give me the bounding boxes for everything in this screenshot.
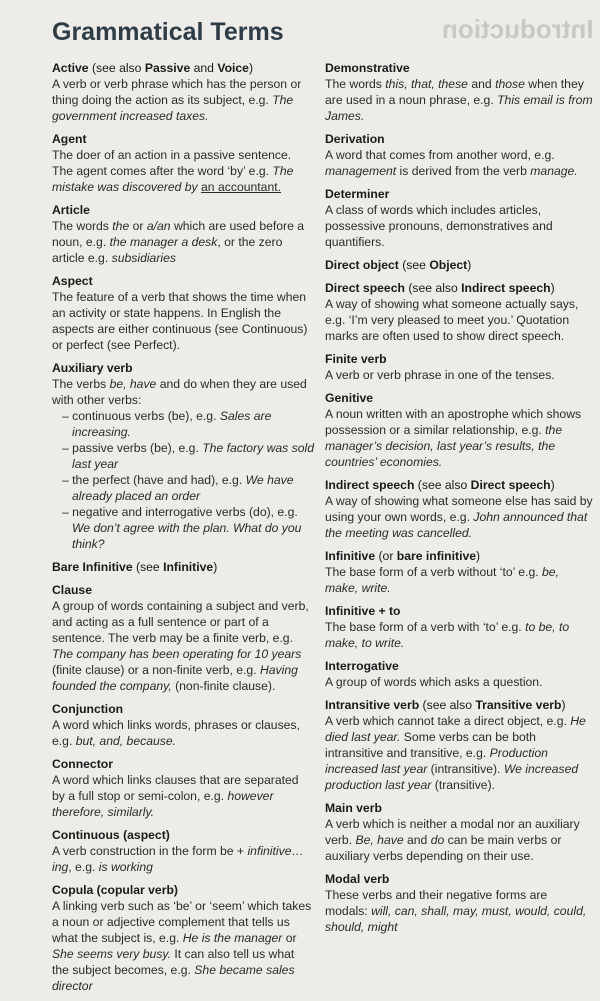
text-run: – negative and interrogative verbs (do), e.g. xyxy=(62,505,298,519)
term-heading xyxy=(52,827,314,843)
term-heading xyxy=(325,131,593,147)
text-run: (intransitive). xyxy=(427,762,504,776)
text-run: A way of showing what someone actually says, e.g. ‘I’m very pleased to meet you.’ Quotation marks are often used to show direct speech. xyxy=(325,297,579,343)
italic-run: manage. xyxy=(530,164,578,178)
term-name: Direct speech xyxy=(325,281,405,295)
text-run: It can also tell us what the subject becomes, e.g. xyxy=(52,947,295,977)
italic-run: a desk xyxy=(181,235,218,249)
italic-run: but, and, because. xyxy=(75,734,177,748)
usage-list xyxy=(52,408,314,552)
term-heading xyxy=(52,882,314,898)
term-definition xyxy=(52,898,314,994)
text-run: Some verbs can be both intransitive and transitive, e.g. xyxy=(325,730,536,760)
term-heading xyxy=(52,701,314,717)
cross-reference-text: (see also xyxy=(88,61,145,75)
italic-run: We have already placed an order xyxy=(72,473,294,503)
glossary-entry xyxy=(325,800,593,864)
glossary-entry xyxy=(52,701,314,749)
glossary-entry xyxy=(52,756,314,820)
italic-run: John announced that the meeting was cancelled. xyxy=(325,510,588,540)
italic-run: a/an xyxy=(146,219,171,233)
glossary-entry xyxy=(52,827,314,875)
text-run: A verb or verb phrase which has the person or thing doing the action as its subject, e.g. xyxy=(52,77,302,107)
italic-run: The government increased taxes. xyxy=(52,93,294,123)
show-through-heading: Introduction xyxy=(442,14,594,44)
text-run: or xyxy=(282,931,297,945)
term-name: Determiner xyxy=(325,187,390,201)
glossary-entry xyxy=(52,131,314,195)
glossary-entry xyxy=(52,360,314,552)
usage-item xyxy=(62,408,314,440)
glossary-entry xyxy=(52,582,314,694)
italic-run: We don’t agree with the plan. What do you think? xyxy=(72,521,302,551)
term-name: Modal verb xyxy=(325,872,390,886)
italic-run: this, that, these xyxy=(385,77,468,91)
cross-reference-text: (or xyxy=(375,549,397,563)
italic-run: the manager’s decision, last year’s results, the countries’ economies. xyxy=(325,423,563,469)
cross-reference-text: (see xyxy=(132,560,164,574)
term-heading xyxy=(325,603,593,619)
term-definition xyxy=(52,289,314,353)
glossary-entry xyxy=(52,559,314,575)
usage-item xyxy=(62,440,314,472)
usage-item xyxy=(62,472,314,504)
glossary-entry xyxy=(325,603,593,651)
term-definition xyxy=(52,76,314,124)
text-run: can be main verbs or auxiliary verbs depending on their use. xyxy=(325,833,562,863)
term-heading xyxy=(52,756,314,772)
term-name: Article xyxy=(52,203,90,217)
italic-run: Having founded the company, xyxy=(52,663,298,693)
term-definition xyxy=(325,493,593,541)
cross-reference-term: Passive xyxy=(144,61,191,75)
term-name: Continuous (aspect) xyxy=(52,828,170,842)
term-definition xyxy=(325,816,593,864)
text-run: The doer of an action in a passive sentence. The agent comes after the word ‘by’ e.g. xyxy=(52,148,292,178)
text-run: The words xyxy=(325,77,386,91)
cross-reference-text: ) xyxy=(467,258,472,272)
term-definition xyxy=(325,406,593,470)
italic-run: Sales are increasing. xyxy=(72,409,272,439)
term-heading xyxy=(325,697,593,713)
term-heading xyxy=(325,186,593,202)
text-run: (transitive). xyxy=(431,778,496,792)
term-name: Finite verb xyxy=(325,352,387,366)
text-run: which are used before a noun, e.g. xyxy=(52,219,305,249)
glossary-entry xyxy=(325,186,593,250)
text-run: A linking verb such as ‘be’ or ‘seem’ which takes a noun or adjective complement that tells us what the subject is, e.g. xyxy=(52,899,312,945)
term-definition xyxy=(52,843,314,875)
term-heading xyxy=(52,202,314,218)
cross-reference-term: Direct speech xyxy=(470,478,551,492)
glossary-entry xyxy=(325,60,593,124)
italic-run: management xyxy=(325,164,397,178)
glossary-entry xyxy=(325,390,593,470)
usage-item xyxy=(62,504,314,552)
text-run: and xyxy=(467,77,496,91)
text-run: These verbs and their negative forms are modals: xyxy=(325,888,548,918)
text-run: A group of words containing a subject and verb, and acting as a full sentence or part of a sentence. The verb may be a finite verb, e.g. xyxy=(52,599,309,645)
text-run: A word which links words, phrases or clauses, e.g. xyxy=(52,718,300,748)
cross-reference-text: ) xyxy=(561,698,566,712)
italic-run: We increased production last year xyxy=(325,762,579,792)
text-run: A verb construction in the form be + xyxy=(52,844,248,858)
glossary-entry xyxy=(52,273,314,353)
italic-run: The company has been operating for 10 years xyxy=(52,647,302,661)
glossary-entry xyxy=(325,351,593,383)
cross-reference-text: (see xyxy=(398,258,430,272)
italic-run: be, make, write. xyxy=(325,565,559,595)
glossary-entry xyxy=(52,202,314,266)
term-heading xyxy=(325,280,593,296)
term-name: Aspect xyxy=(52,274,93,288)
term-name: Main verb xyxy=(325,801,382,815)
italic-run: will, can, shall, may, must, would, could, should, might xyxy=(325,904,587,934)
term-heading xyxy=(325,351,593,367)
term-heading xyxy=(325,60,593,76)
term-heading xyxy=(52,559,314,575)
italic-run: She seems very busy. xyxy=(52,947,171,961)
text-run: A class of words which includes articles, possessive pronouns, demonstratives and quantifiers. xyxy=(325,203,553,249)
term-definition xyxy=(325,202,593,250)
term-name: Connector xyxy=(52,757,113,771)
term-definition xyxy=(52,147,314,195)
italic-run: the manager xyxy=(109,235,179,249)
term-name: Conjunction xyxy=(52,702,124,716)
term-definition xyxy=(52,376,314,408)
glossary-entry xyxy=(325,658,593,690)
glossary-entry xyxy=(325,697,593,793)
glossary-entry xyxy=(325,871,593,935)
cross-reference-term: Object xyxy=(429,258,468,272)
term-name: Direct object xyxy=(325,258,399,272)
term-heading xyxy=(325,800,593,816)
text-run: The words xyxy=(52,219,113,233)
italic-run: do xyxy=(430,833,445,847)
glossary-entry xyxy=(325,131,593,179)
left-column xyxy=(52,60,314,1001)
text-run: The feature of a verb that shows the time when an activity or state happens. In English the aspects are either continuous (see Continuous) or perfect (see Perfect). xyxy=(52,290,308,352)
italic-run: those xyxy=(495,77,525,91)
cross-reference-term: Infinitive xyxy=(163,560,214,574)
term-name: Genitive xyxy=(325,391,374,405)
text-run: (non-finite clause). xyxy=(171,679,276,693)
term-definition xyxy=(52,598,314,694)
text-run: – passive verbs (be), e.g. xyxy=(62,441,203,455)
term-heading xyxy=(52,60,314,76)
term-heading xyxy=(52,131,314,147)
cross-reference-text: ) xyxy=(248,61,254,75)
glossary-entry xyxy=(325,477,593,541)
term-heading xyxy=(325,257,593,273)
text-run: A verb which cannot take a direct object, e.g. xyxy=(325,714,571,728)
term-name: Infinitive + to xyxy=(325,604,401,618)
term-name: Demonstrative xyxy=(325,61,410,75)
term-definition xyxy=(325,296,593,344)
term-heading xyxy=(52,582,314,598)
italic-run: however therefore, similarly. xyxy=(52,789,274,819)
text-run: A verb or verb phrase in one of the tenses. xyxy=(325,368,555,382)
term-definition xyxy=(325,619,593,651)
cross-reference-text: (see also xyxy=(404,281,462,295)
term-name: Auxiliary verb xyxy=(52,361,133,375)
glossary-entry xyxy=(52,882,314,994)
term-definition xyxy=(325,147,593,179)
cross-reference-text: (see also xyxy=(414,478,471,492)
term-definition xyxy=(325,564,593,596)
italic-run: The factory was sold last year xyxy=(72,441,314,471)
term-definition xyxy=(325,674,593,690)
italic-run: the xyxy=(112,219,130,233)
italic-run: subsidiaries xyxy=(111,251,176,265)
text-run: , e.g. xyxy=(68,860,99,874)
term-definition xyxy=(325,887,593,935)
term-name: Bare Infinitive xyxy=(52,560,133,574)
text-run: , or the zero article e.g. xyxy=(52,235,283,265)
glossary-entry xyxy=(325,548,593,596)
term-name: Interrogative xyxy=(325,659,399,673)
cross-reference-term: bare infinitive xyxy=(396,549,477,563)
text-run: or xyxy=(129,219,147,233)
cross-reference-term: Transitive verb xyxy=(475,698,562,712)
text-run: and xyxy=(403,833,431,847)
cross-reference-text: ) xyxy=(476,549,481,563)
term-name: Copula (copular verb) xyxy=(52,883,178,897)
term-definition xyxy=(52,218,314,266)
text-run: and do when they are used with other verbs: xyxy=(52,377,307,407)
text-run: The verbs xyxy=(52,377,110,391)
right-column xyxy=(325,60,593,942)
glossary-entry xyxy=(325,280,593,344)
cross-reference-term: Voice xyxy=(217,61,249,75)
italic-run: Production increased last year xyxy=(325,746,548,776)
text-run: is derived from the verb xyxy=(396,164,531,178)
text-run: A word which links clauses that are separated by a full stop or semi-colon, e.g. xyxy=(52,773,299,803)
term-name: Active xyxy=(52,61,89,75)
term-heading xyxy=(325,548,593,564)
term-heading xyxy=(52,273,314,289)
italic-run: infinitive…ing xyxy=(52,844,304,874)
text-run: A way of showing what someone else has said by using your own words, e.g. xyxy=(325,494,593,524)
italic-run: She became sales director xyxy=(52,963,295,993)
italic-run: He died last year. xyxy=(325,714,586,744)
italic-run: He is the manager xyxy=(182,931,283,945)
text-run: when they are used in a noun phrase, e.g. xyxy=(325,77,584,107)
glossary-entry xyxy=(52,60,314,124)
text-run: A verb which is neither a modal nor an auxiliary verb. xyxy=(325,817,580,847)
term-heading xyxy=(325,658,593,674)
term-heading xyxy=(325,390,593,406)
term-definition xyxy=(52,717,314,749)
cross-reference-term: Indirect speech xyxy=(461,281,551,295)
cross-reference-text: and xyxy=(190,61,218,75)
italic-run: to be, to make, to write. xyxy=(325,620,570,650)
text-run: A group of words which asks a question. xyxy=(325,675,543,689)
italic-run: be, have xyxy=(109,377,157,391)
term-heading xyxy=(325,477,593,493)
term-definition xyxy=(325,367,593,383)
term-definition xyxy=(325,76,593,124)
text-run: (finite clause) or a non-finite verb, e.g. xyxy=(52,663,260,677)
term-definition xyxy=(52,772,314,820)
text-run: – continuous verbs (be), e.g. xyxy=(62,409,220,423)
term-definition xyxy=(325,713,593,793)
term-name: Intransitive verb xyxy=(325,698,420,712)
italic-run: This email is from James. xyxy=(325,93,593,123)
term-name: Infinitive xyxy=(325,549,376,563)
text-run: A word that comes from another word, e.g. xyxy=(325,148,555,162)
term-name: Indirect speech xyxy=(325,478,415,492)
cross-reference-text: ) xyxy=(213,560,218,574)
italic-run: The mistake was discovered by xyxy=(52,164,294,194)
italic-run: Be, have xyxy=(355,833,404,847)
italic-run: is working xyxy=(98,860,153,874)
cross-reference-text: ) xyxy=(550,281,555,295)
term-name: Agent xyxy=(52,132,87,146)
cross-reference-text: ) xyxy=(550,478,555,492)
text-run: A noun written with an apostrophe which shows possession or a similar relationship, e.g. xyxy=(325,407,582,437)
page-title: Grammatical Terms xyxy=(52,18,284,46)
text-run: The base form of a verb with ‘to’ e.g. xyxy=(325,620,526,634)
cross-reference-text: (see also xyxy=(419,698,476,712)
term-name: Derivation xyxy=(325,132,385,146)
text-run: – the perfect (have and had), e.g. xyxy=(62,473,246,487)
term-name: Clause xyxy=(52,583,92,597)
text-run: The base form of a verb without ‘to’ e.g. xyxy=(325,565,543,579)
term-heading xyxy=(52,360,314,376)
glossary-entry xyxy=(325,257,593,273)
underlined-run: an accountant. xyxy=(201,180,281,194)
